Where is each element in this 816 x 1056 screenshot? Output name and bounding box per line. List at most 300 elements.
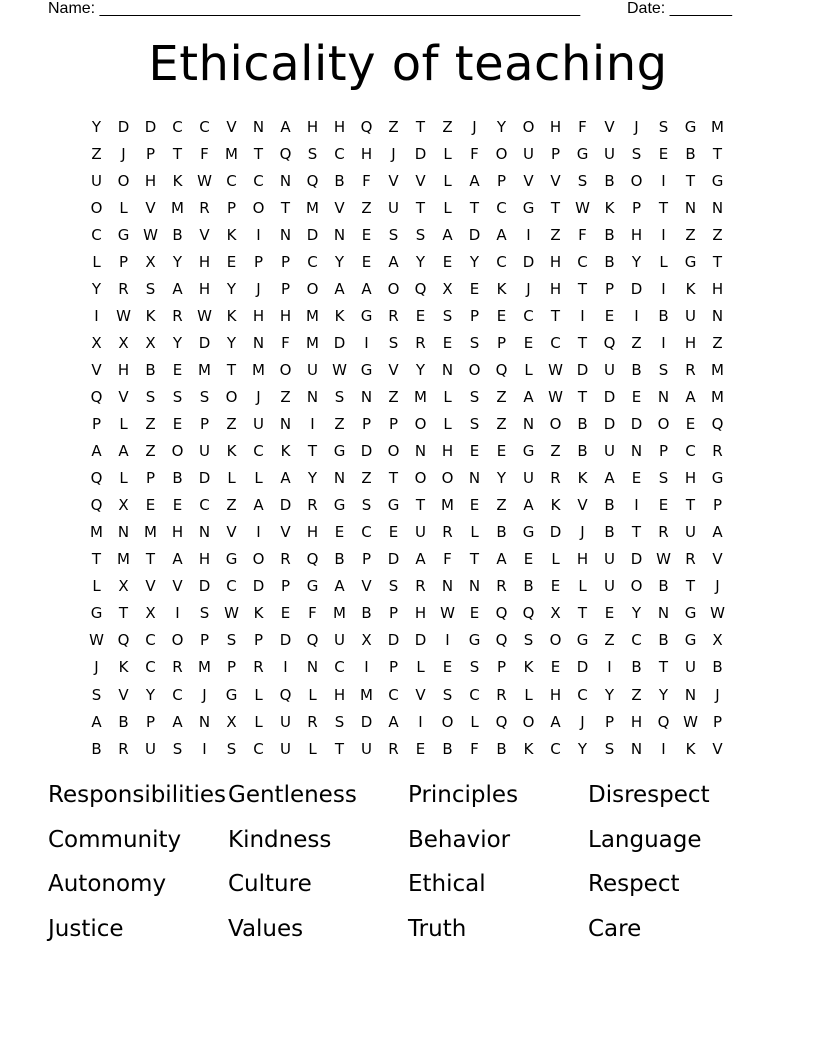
grid-letter: V — [523, 171, 534, 190]
grid-letter: G — [360, 360, 373, 379]
grid-letter: R — [712, 442, 723, 461]
grid-letter: I — [661, 225, 666, 244]
grid-letter: Y — [631, 604, 642, 623]
grid-letter: G — [522, 523, 535, 542]
grid-letter: S — [523, 631, 534, 650]
grid-letter: T — [388, 469, 399, 488]
grid-letter: M — [90, 523, 103, 542]
grid-letter: N — [522, 415, 535, 434]
grid-letter: E — [469, 496, 480, 515]
grid-letter: H — [414, 604, 427, 623]
grid-letter: C — [172, 117, 183, 136]
grid-letter: A — [496, 550, 507, 569]
grid-letter: V — [361, 577, 372, 596]
grid-letter: W — [656, 550, 671, 569]
grid-letter: S — [307, 144, 318, 163]
grid-letter: Q — [279, 685, 292, 704]
grid-letter: U — [604, 577, 615, 596]
grid-letter: Z — [496, 387, 507, 406]
grid-letter: D — [414, 631, 427, 650]
grid-letter: Q — [306, 550, 319, 569]
grid-letter: A — [172, 279, 183, 298]
grid-letter: K — [172, 171, 183, 190]
grid-letter: Y — [226, 333, 237, 352]
grid-letter: F — [470, 144, 479, 163]
grid-letter: A — [280, 469, 291, 488]
grid-letter: K — [280, 442, 291, 461]
grid-letter: K — [334, 306, 345, 325]
grid-letter: B — [631, 360, 642, 379]
grid-letter: G — [684, 252, 697, 271]
grid-letter: U — [685, 523, 696, 542]
grid-letter: Z — [496, 415, 507, 434]
grid-letter: S — [334, 712, 345, 731]
grid-letter: S — [388, 333, 399, 352]
grid-letter: D — [549, 523, 562, 542]
grid-letter: S — [361, 496, 372, 515]
grid-letter: V — [145, 198, 156, 217]
grid-letter: C — [226, 577, 237, 596]
grid-letter: B — [712, 658, 723, 677]
grid-letter: U — [604, 550, 615, 569]
grid-letter: L — [254, 712, 263, 731]
grid-letter: P — [361, 415, 372, 434]
letter-grid — [83, 113, 731, 762]
grid-letter: H — [441, 442, 454, 461]
grid-letter: C — [496, 252, 507, 271]
grid-letter: C — [145, 658, 156, 677]
grid-letter: S — [388, 225, 399, 244]
grid-letter: T — [469, 198, 480, 217]
grid-letter: O — [171, 631, 184, 650]
grid-letter: E — [442, 658, 453, 677]
grid-letter: G — [684, 604, 697, 623]
grid-letter: P — [496, 171, 507, 190]
grid-letter: P — [145, 712, 156, 731]
grid-letter: Y — [577, 739, 588, 758]
grid-letter: B — [496, 523, 507, 542]
grid-letter: Y — [415, 252, 426, 271]
grid-letter: O — [441, 712, 454, 731]
grid-letter: P — [199, 631, 210, 650]
grid-letter: T — [118, 604, 129, 623]
grid-letter: S — [658, 117, 669, 136]
grid-letter: S — [658, 360, 669, 379]
grid-letter: A — [523, 496, 534, 515]
grid-letter: U — [307, 360, 318, 379]
grid-letter: S — [604, 739, 615, 758]
grid-letter: B — [604, 252, 615, 271]
word-bank-item: Ethical — [408, 871, 486, 898]
grid-letter: Q — [495, 631, 508, 650]
grid-letter: E — [415, 306, 426, 325]
grid-letter: A — [388, 712, 399, 731]
grid-letter: H — [144, 171, 157, 190]
grid-letter: E — [496, 442, 507, 461]
grid-letter: D — [468, 225, 481, 244]
grid-letter: K — [523, 739, 534, 758]
grid-letter: U — [415, 523, 426, 542]
grid-letter: R — [280, 550, 291, 569]
grid-letter: X — [118, 496, 129, 515]
grid-letter: P — [496, 658, 507, 677]
grid-letter: Q — [711, 415, 724, 434]
grid-letter: I — [364, 658, 369, 677]
grid-letter: B — [361, 604, 372, 623]
grid-letter: G — [711, 469, 724, 488]
grid-letter: P — [496, 333, 507, 352]
grid-letter: Y — [604, 685, 615, 704]
grid-letter: L — [443, 415, 452, 434]
grid-letter: O — [225, 387, 238, 406]
grid-letter: Q — [495, 712, 508, 731]
grid-letter: T — [172, 144, 183, 163]
grid-letter: F — [578, 225, 587, 244]
grid-letter: R — [118, 739, 129, 758]
grid-letter: S — [658, 469, 669, 488]
grid-letter: T — [685, 496, 696, 515]
word-bank-item: Responsibilities — [48, 782, 227, 808]
grid-letter: L — [416, 658, 425, 677]
grid-letter: E — [361, 252, 372, 271]
grid-letter: O — [306, 279, 319, 298]
grid-letter: D — [360, 442, 373, 461]
grid-letter: O — [630, 171, 643, 190]
grid-letter: I — [634, 306, 639, 325]
grid-letter: W — [197, 306, 212, 325]
grid-letter: V — [604, 117, 615, 136]
grid-letter: T — [712, 252, 723, 271]
grid-letter: L — [254, 469, 263, 488]
grid-letter: H — [360, 144, 373, 163]
grid-letter: U — [334, 631, 345, 650]
grid-letter: T — [415, 198, 426, 217]
grid-letter: S — [469, 387, 480, 406]
grid-letter: E — [523, 550, 534, 569]
grid-letter: I — [445, 631, 450, 650]
grid-letter: O — [630, 577, 643, 596]
grid-letter: L — [551, 550, 560, 569]
grid-letter: N — [279, 415, 292, 434]
grid-letter: G — [360, 306, 373, 325]
grid-letter: H — [333, 117, 346, 136]
grid-letter: C — [172, 685, 183, 704]
grid-letter: L — [119, 469, 128, 488]
grid-letter: D — [279, 631, 292, 650]
grid-letter: S — [334, 387, 345, 406]
grid-letter: P — [280, 577, 291, 596]
grid-letter: A — [469, 171, 480, 190]
grid-letter: A — [172, 550, 183, 569]
grid-letter: U — [361, 739, 372, 758]
grid-letter: S — [91, 685, 102, 704]
grid-letter: G — [387, 496, 400, 515]
grid-letter: N — [117, 523, 130, 542]
grid-letter: M — [144, 523, 157, 542]
grid-letter: W — [575, 198, 590, 217]
grid-letter: D — [252, 577, 265, 596]
grid-letter: Z — [550, 442, 561, 461]
grid-letter: Q — [279, 144, 292, 163]
grid-letter: N — [630, 442, 643, 461]
grid-letter: B — [442, 739, 453, 758]
grid-letter: I — [364, 333, 369, 352]
grid-letter: J — [715, 685, 720, 704]
grid-letter: L — [227, 469, 236, 488]
grid-letter: D — [387, 550, 400, 569]
grid-letter: P — [631, 198, 642, 217]
word-bank-item: Values — [228, 915, 304, 942]
grid-letter: M — [414, 387, 427, 406]
grid-letter: P — [388, 415, 399, 434]
grid-letter: E — [388, 523, 399, 542]
grid-letter: O — [468, 360, 481, 379]
grid-letter: J — [391, 144, 396, 163]
grid-letter: O — [495, 144, 508, 163]
grid-letter: C — [199, 117, 210, 136]
grid-letter: D — [279, 496, 292, 515]
grid-letter: D — [603, 387, 616, 406]
grid-letter: N — [306, 387, 319, 406]
grid-letter: N — [414, 442, 427, 461]
grid-letter: P — [388, 658, 399, 677]
grid-letter: E — [496, 306, 507, 325]
grid-letter: Y — [91, 117, 102, 136]
grid-letter: R — [307, 712, 318, 731]
grid-letter: L — [92, 577, 101, 596]
grid-letter: S — [388, 577, 399, 596]
grid-letter: W — [548, 387, 563, 406]
grid-letter: A — [361, 279, 372, 298]
grid-letter: H — [198, 550, 211, 569]
grid-letter: R — [658, 523, 669, 542]
grid-letter: P — [469, 306, 480, 325]
grid-letter: A — [550, 712, 561, 731]
grid-letter: N — [333, 469, 346, 488]
grid-letter: S — [199, 604, 210, 623]
word-bank-item: Behavior — [408, 826, 511, 853]
word-bank-item: Gentleness — [228, 782, 357, 808]
grid-letter: G — [576, 631, 589, 650]
grid-letter: P — [118, 252, 129, 271]
grid-letter: N — [630, 739, 643, 758]
word-bank-item: Respect — [588, 871, 680, 898]
grid-letter: T — [685, 171, 696, 190]
grid-letter: T — [145, 550, 156, 569]
grid-letter: S — [199, 387, 210, 406]
grid-letter: E — [550, 658, 561, 677]
grid-letter: O — [522, 712, 535, 731]
grid-letter: G — [90, 604, 103, 623]
grid-letter: Z — [226, 415, 237, 434]
grid-letter: K — [226, 306, 237, 325]
grid-letter: X — [550, 604, 561, 623]
grid-letter: Z — [91, 144, 102, 163]
grid-letter: B — [496, 739, 507, 758]
grid-letter: L — [443, 387, 452, 406]
grid-letter: B — [658, 631, 669, 650]
grid-letter: U — [523, 144, 534, 163]
grid-letter: E — [469, 442, 480, 461]
grid-letter: P — [550, 144, 561, 163]
grid-letter: I — [256, 225, 261, 244]
grid-letter: K — [496, 279, 507, 298]
grid-letter: L — [524, 360, 533, 379]
grid-letter: D — [306, 225, 319, 244]
grid-letter: N — [333, 225, 346, 244]
grid-letter: M — [225, 144, 238, 163]
grid-letter: X — [145, 604, 156, 623]
grid-letter: C — [91, 225, 102, 244]
grid-letter: T — [415, 117, 426, 136]
grid-letter: A — [253, 496, 264, 515]
grid-letter: N — [198, 523, 211, 542]
grid-letter: A — [118, 442, 129, 461]
grid-letter: D — [630, 279, 643, 298]
grid-letter: B — [145, 360, 156, 379]
grid-letter: Z — [361, 198, 372, 217]
grid-letter: Q — [117, 631, 130, 650]
grid-letter: Z — [631, 685, 642, 704]
grid-letter: G — [333, 442, 346, 461]
grid-letter: S — [469, 658, 480, 677]
grid-letter: N — [360, 387, 373, 406]
grid-letter: V — [280, 523, 291, 542]
grid-letter: H — [306, 523, 319, 542]
grid-letter: L — [119, 198, 128, 217]
grid-letter: E — [145, 496, 156, 515]
grid-letter: Y — [658, 685, 669, 704]
grid-letter: P — [145, 144, 156, 163]
grid-letter: T — [577, 387, 588, 406]
grid-letter: D — [603, 415, 616, 434]
grid-letter: E — [172, 496, 183, 515]
grid-letter: B — [685, 144, 696, 163]
grid-letter: L — [443, 144, 452, 163]
grid-letter: U — [685, 306, 696, 325]
grid-letter: C — [199, 496, 210, 515]
grid-letter: E — [226, 252, 237, 271]
grid-letter: Z — [685, 225, 696, 244]
grid-letter: E — [442, 333, 453, 352]
grid-letter: V — [118, 685, 129, 704]
grid-letter: P — [712, 712, 723, 731]
grid-letter: P — [280, 252, 291, 271]
word-bank-item: Disrespect — [588, 782, 710, 808]
grid-letter: P — [91, 415, 102, 434]
grid-letter: E — [523, 333, 534, 352]
grid-letter: E — [550, 577, 561, 596]
grid-letter: A — [334, 577, 345, 596]
grid-letter: P — [226, 198, 237, 217]
grid-letter: M — [711, 360, 724, 379]
grid-letter: G — [306, 577, 319, 596]
grid-letter: P — [226, 658, 237, 677]
grid-letter: T — [658, 198, 669, 217]
grid-letter: B — [577, 442, 588, 461]
grid-letter: C — [685, 442, 696, 461]
grid-letter: L — [659, 252, 668, 271]
grid-letter: M — [306, 333, 319, 352]
grid-letter: N — [657, 387, 670, 406]
grid-letter: D — [144, 117, 157, 136]
grid-letter: Q — [360, 117, 373, 136]
grid-letter: Y — [307, 469, 318, 488]
grid-letter: C — [253, 171, 264, 190]
grid-letter: L — [443, 198, 452, 217]
grid-letter: H — [549, 252, 562, 271]
name-field-label: Name: ______________________________________________________ — [48, 0, 581, 17]
grid-letter: M — [306, 198, 319, 217]
grid-letter: B — [334, 550, 345, 569]
grid-letter: K — [550, 496, 561, 515]
grid-letter: T — [577, 333, 588, 352]
grid-letter: N — [252, 117, 265, 136]
grid-letter: P — [604, 279, 615, 298]
grid-letter: D — [387, 631, 400, 650]
grid-letter: C — [523, 306, 534, 325]
grid-letter: G — [522, 198, 535, 217]
grid-letter: B — [604, 523, 615, 542]
grid-letter: V — [415, 685, 426, 704]
grid-letter: C — [388, 685, 399, 704]
grid-letter: D — [630, 415, 643, 434]
grid-letter: V — [388, 171, 399, 190]
grid-letter: P — [199, 415, 210, 434]
grid-letter: G — [684, 631, 697, 650]
grid-letter: S — [442, 306, 453, 325]
grid-letter: M — [441, 496, 454, 515]
grid-letter: F — [443, 550, 452, 569]
grid-letter: T — [415, 496, 426, 515]
grid-letter: N — [441, 360, 454, 379]
grid-letter: C — [577, 252, 588, 271]
grid-letter: J — [94, 658, 99, 677]
grid-letter: I — [175, 604, 180, 623]
grid-letter: S — [172, 387, 183, 406]
grid-letter: P — [388, 604, 399, 623]
grid-letter: W — [143, 225, 158, 244]
grid-letter: F — [308, 604, 317, 623]
grid-letter: O — [657, 415, 670, 434]
grid-letter: A — [415, 550, 426, 569]
grid-letter: R — [496, 685, 507, 704]
grid-letter: O — [117, 171, 130, 190]
grid-letter: V — [91, 360, 102, 379]
grid-letter: I — [580, 306, 585, 325]
grid-letter: T — [334, 739, 345, 758]
grid-letter: N — [306, 658, 319, 677]
grid-letter: M — [171, 198, 184, 217]
grid-letter: Y — [334, 252, 345, 271]
grid-letter: O — [90, 198, 103, 217]
grid-letter: T — [658, 658, 669, 677]
grid-letter: V — [199, 225, 210, 244]
grid-letter: P — [280, 279, 291, 298]
grid-letter: P — [253, 631, 264, 650]
grid-letter: H — [630, 712, 643, 731]
grid-letter: W — [440, 604, 455, 623]
grid-letter: V — [226, 523, 237, 542]
grid-letter: C — [469, 685, 480, 704]
grid-letter: S — [226, 739, 237, 758]
grid-letter: T — [577, 604, 588, 623]
grid-letter: I — [283, 658, 288, 677]
grid-letter: S — [469, 415, 480, 434]
grid-letter: A — [496, 225, 507, 244]
grid-letter: B — [172, 469, 183, 488]
grid-letter: H — [684, 469, 697, 488]
